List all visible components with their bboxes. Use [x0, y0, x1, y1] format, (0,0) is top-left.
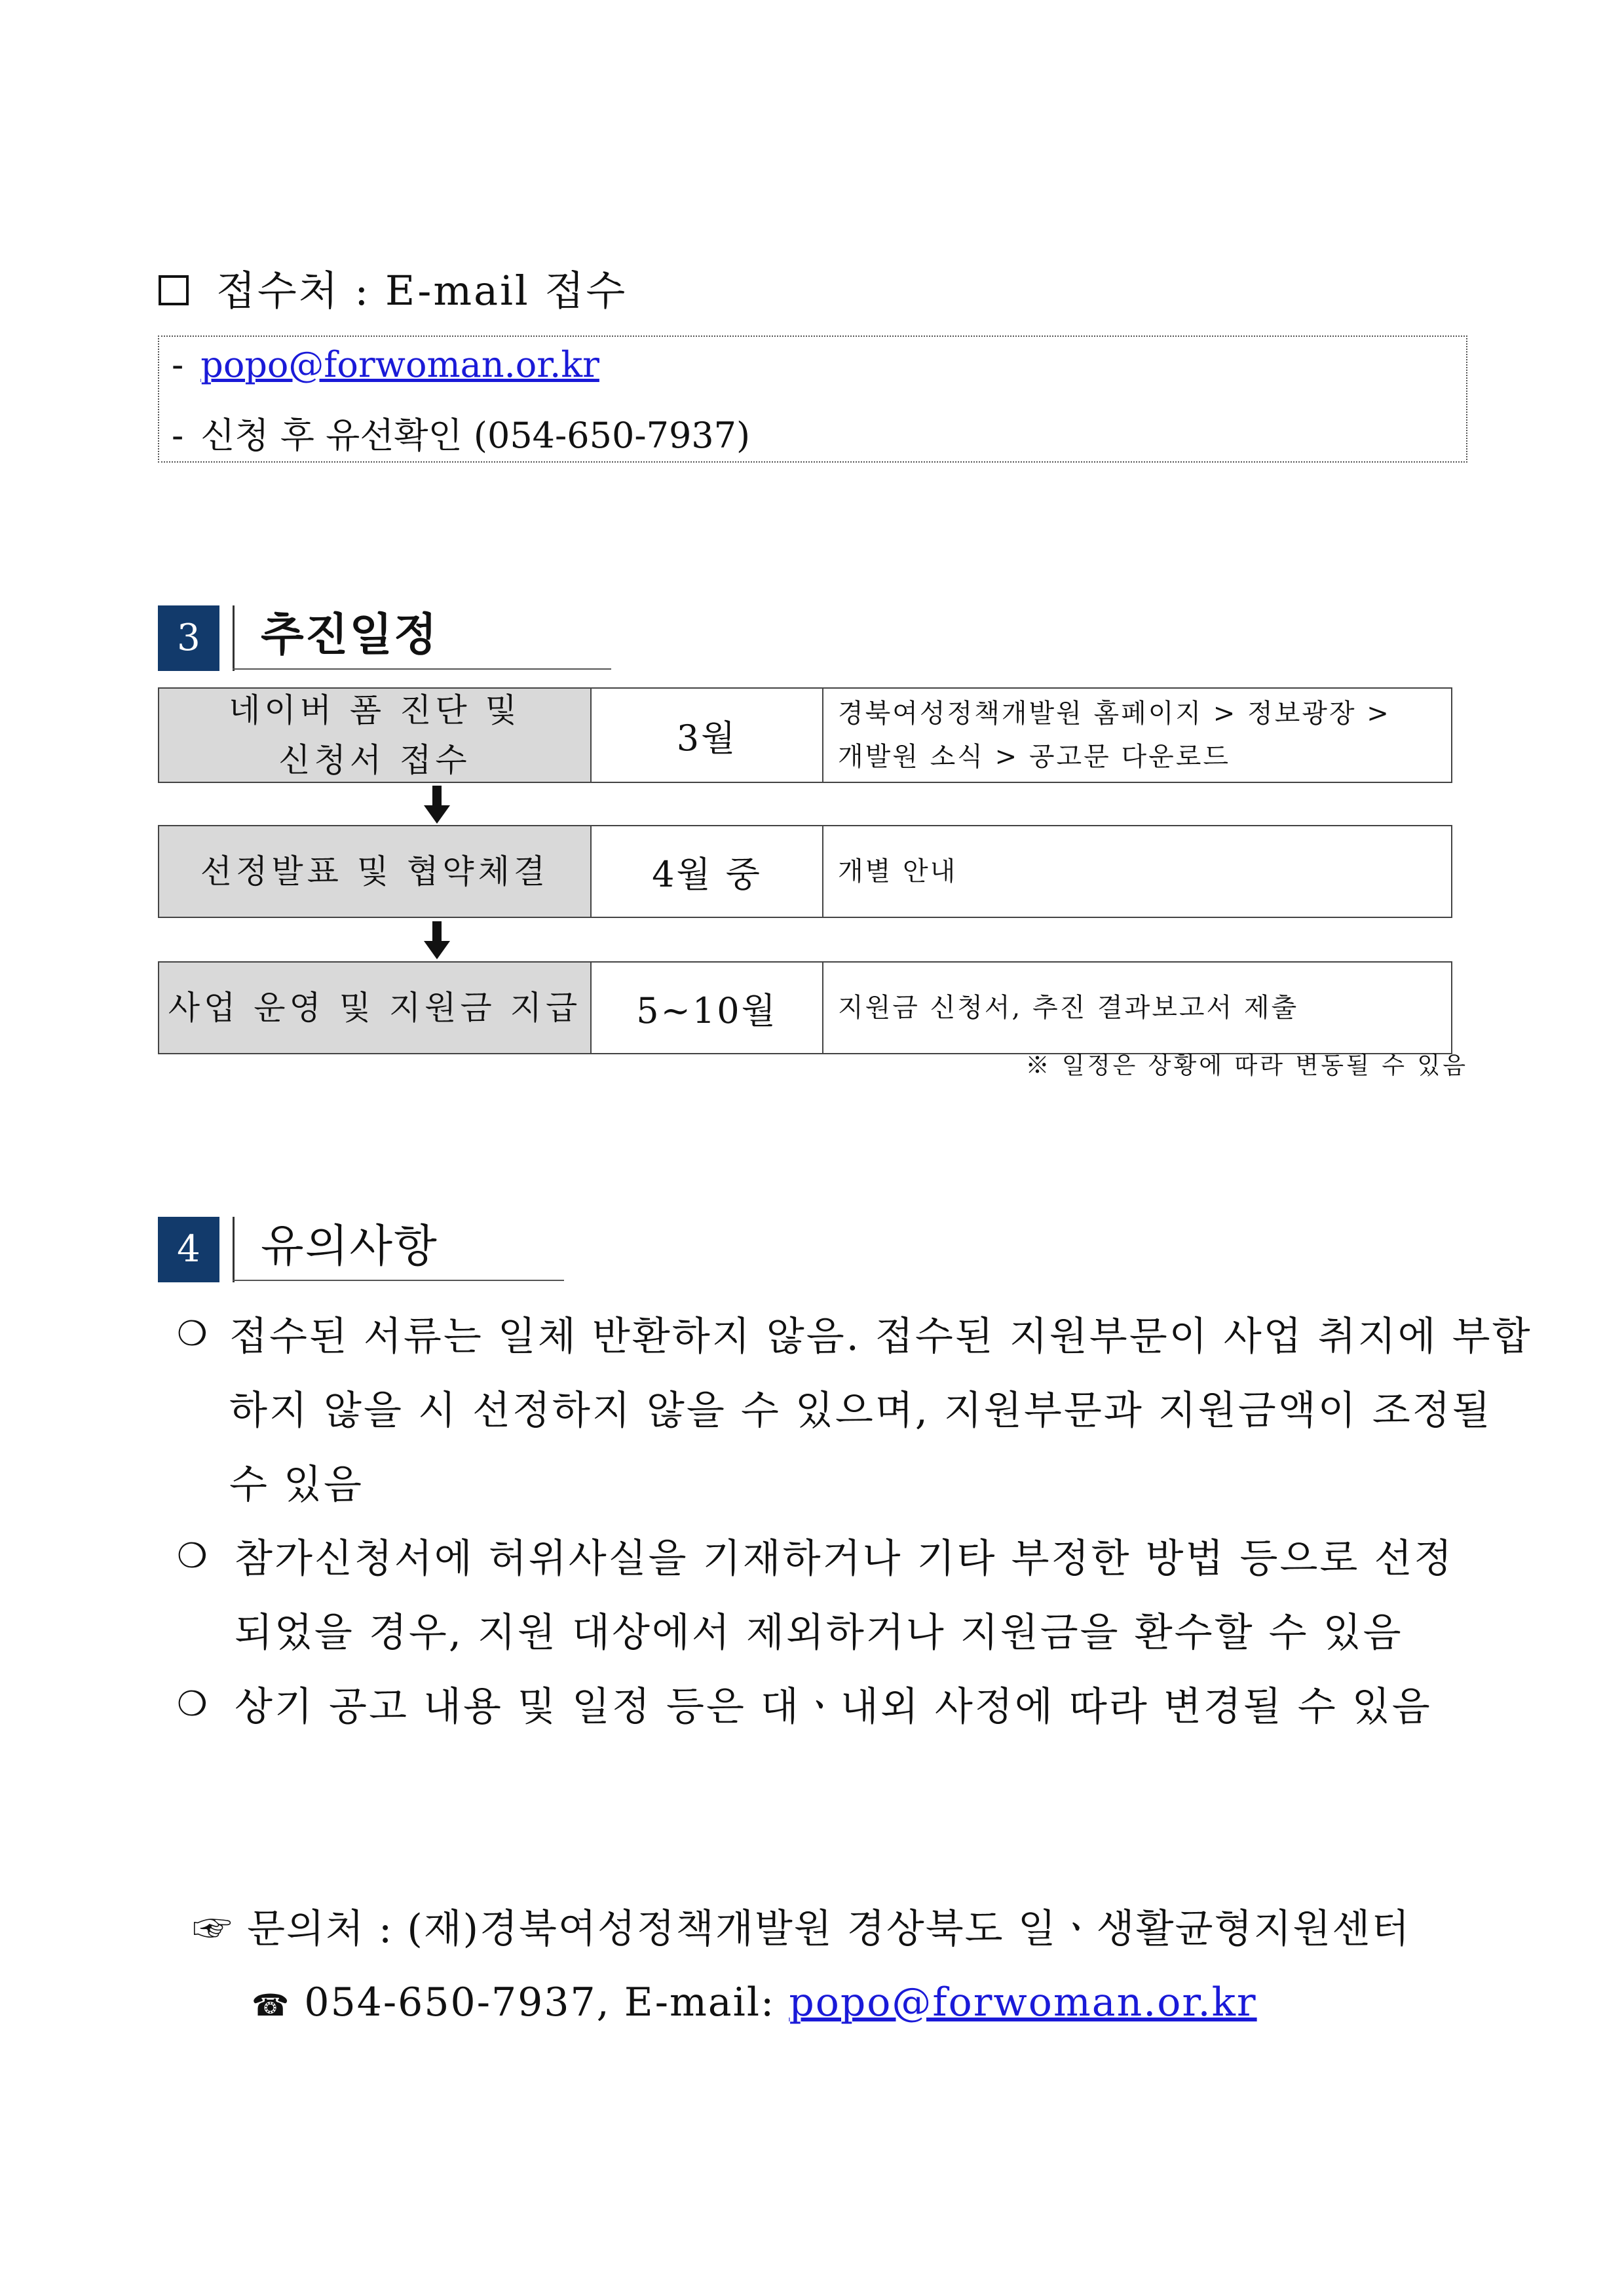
- reception-note-line: [172, 413, 750, 459]
- contact-label: 문의처 : (재)경북여성정책개발원 경상북도 일ㆍ생활균형지원센터: [247, 1906, 1411, 1952]
- caution-text: 수 있음: [229, 1462, 364, 1508]
- reception-email-line: [172, 342, 599, 388]
- section-3-number: 3: [158, 605, 219, 671]
- schedule-desc-cell: [823, 963, 1451, 1053]
- section-3-divider: [233, 605, 235, 671]
- schedule-row: [158, 961, 1452, 1054]
- pointing-hand-icon: ☞: [193, 1906, 233, 1952]
- schedule-desc-text: 지원금 신청서, 추진 결과보고서 제출: [838, 993, 1299, 1023]
- schedule-row: [158, 687, 1452, 783]
- schedule-desc-cell: [823, 826, 1451, 917]
- schedule-period: 3월: [592, 689, 823, 782]
- contact-phone: 054-650-7937, E-mail:: [304, 1980, 789, 2025]
- schedule-desc-text: 개발원 소식 > 공고문 다운로드: [838, 742, 1231, 772]
- arrow-down-icon: [424, 786, 450, 825]
- circle-bullet-icon: ❍: [177, 1537, 208, 1576]
- schedule-row: [158, 825, 1452, 918]
- caution-text: 상기 공고 내용 및 일정 등은 대ㆍ내외 사정에 따라 변경될 수 있음: [235, 1684, 1432, 1730]
- schedule-desc-cell: [823, 689, 1451, 782]
- contact-email-link[interactable]: popo@forwoman.or.kr: [789, 1980, 1257, 2025]
- section-4-underline: [233, 1280, 564, 1281]
- reception-note: 신청 후 유선확인 (054-650-7937): [200, 415, 751, 456]
- schedule-desc-text: 개별 안내: [838, 856, 958, 887]
- schedule-step-text: 신청서 접수: [278, 741, 471, 779]
- dash-marker: -: [172, 415, 184, 456]
- reception-title: 접수처 : E-mail 접수: [216, 267, 628, 315]
- caution-text: 되었을 경우, 지원 대상에서 제외하거나 지원금을 환수할 수 있음: [235, 1610, 1403, 1656]
- contact-line: [193, 1903, 1410, 1955]
- phone-icon: ☎: [252, 1987, 291, 2023]
- caution-text: 참가신청서에 허위사실을 기재하거나 기타 부정한 방법 등으로 선정: [235, 1536, 1454, 1582]
- schedule-note: ※ 일정은 상황에 따라 변동될 수 있음: [1025, 1052, 1468, 1079]
- schedule-period: 4월 중: [592, 826, 823, 917]
- schedule-step-cell: [159, 689, 592, 782]
- arrow-down-icon: [424, 921, 450, 961]
- section-4-title: 유의사항: [261, 1221, 438, 1272]
- circle-bullet-icon: ❍: [177, 1314, 208, 1354]
- schedule-step-text: 사업 운영 및 지원금 지급: [168, 989, 582, 1027]
- schedule-step-text: 네이버 폼 진단 및: [229, 691, 521, 729]
- circle-bullet-icon: ❍: [177, 1685, 208, 1724]
- schedule-period: 5~10월: [592, 963, 823, 1053]
- schedule-step-text: 선정발표 및 협약체결: [200, 852, 550, 890]
- caution-text: 접수된 서류는 일체 반환하지 않음. 접수된 지원부문이 사업 취지에 부합: [229, 1314, 1532, 1360]
- section-4-number: 4: [158, 1217, 219, 1282]
- schedule-desc-text: 경북여성정책개발원 홈페이지 > 정보광장 >: [838, 698, 1391, 729]
- section-3-title: 추진일정: [261, 609, 438, 661]
- reception-email-link[interactable]: popo@forwoman.or.kr: [200, 344, 599, 385]
- section-3-underline: [233, 668, 611, 670]
- checkbox-square-icon: [159, 275, 189, 305]
- schedule-step-cell: [159, 826, 592, 917]
- schedule-step-cell: [159, 963, 592, 1053]
- caution-text: 하지 않을 시 선정하지 않을 수 있으며, 지원부문과 지원금액이 조정될: [229, 1388, 1492, 1434]
- contact-phone-line: [252, 1976, 1257, 2031]
- section-4-divider: [233, 1217, 235, 1282]
- dash-marker: -: [172, 344, 184, 385]
